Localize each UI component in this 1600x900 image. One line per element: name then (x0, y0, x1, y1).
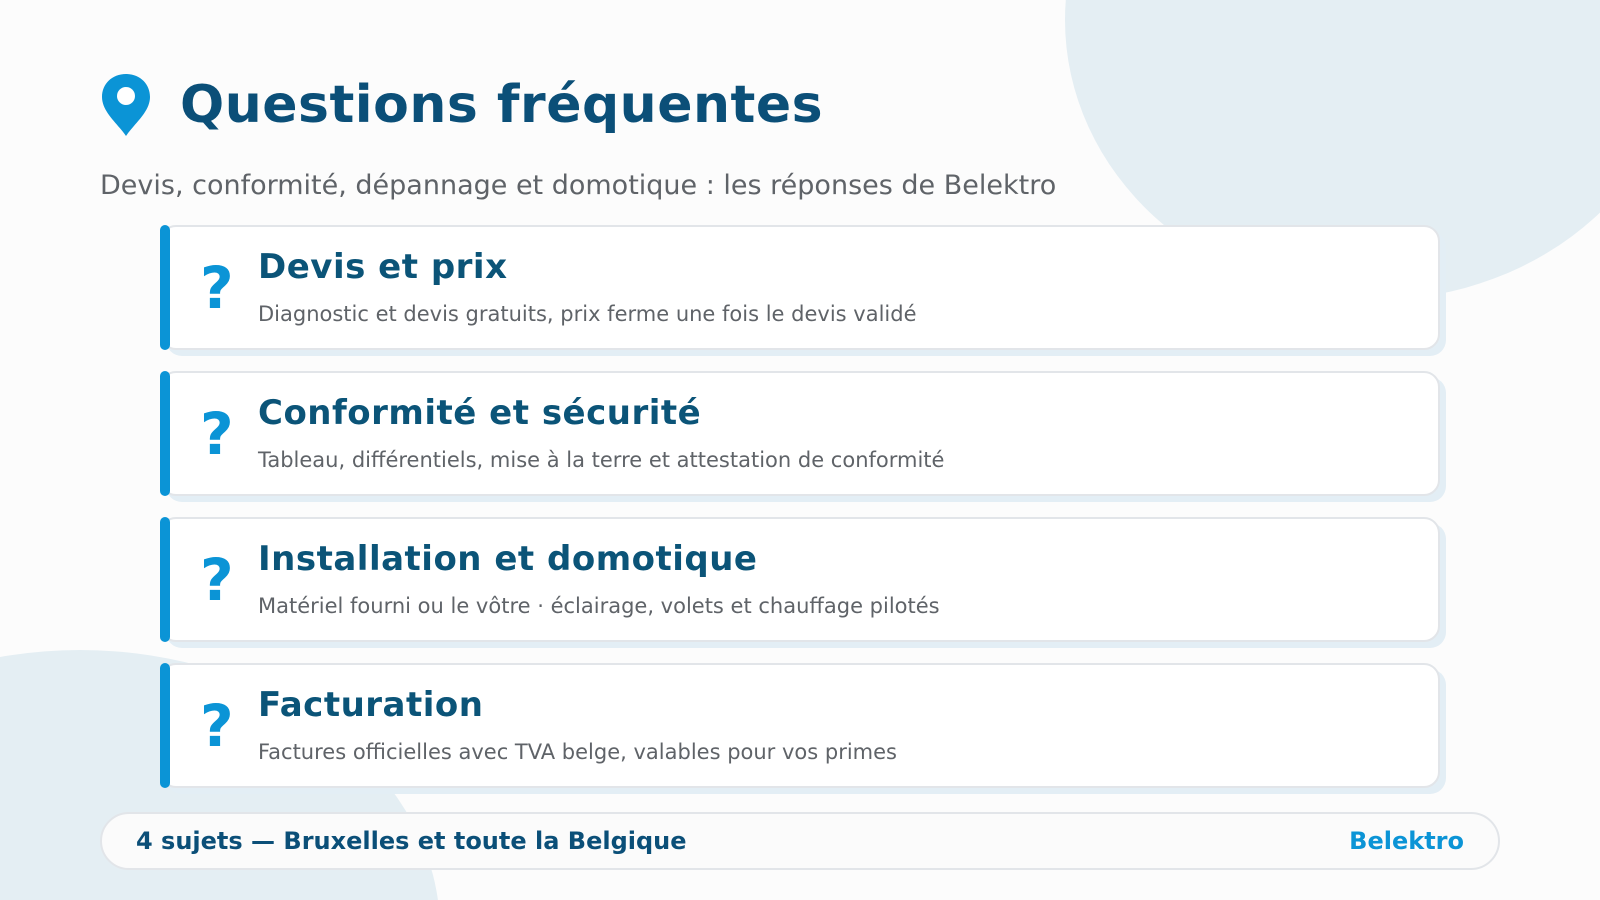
faq-item-title: Conformité et sécurité (258, 393, 702, 433)
footer-summary: 4 sujets — Bruxelles et toute la Belgique (136, 827, 687, 855)
faq-accent-bar (160, 517, 170, 642)
faq-item-description: Diagnostic et devis gratuits, prix ferme une fois le devis validé (258, 302, 917, 326)
brand-name: Belektro (1349, 827, 1464, 855)
question-mark-icon: ? (200, 254, 234, 322)
faq-item-installation[interactable] (160, 517, 1440, 642)
faq-accent-bar (160, 371, 170, 496)
faq-item-description: Factures officielles avec TVA belge, valables pour vos primes (258, 740, 897, 764)
faq-item-facturation[interactable] (160, 663, 1440, 788)
faq-item-devis[interactable] (160, 225, 1440, 350)
footer-bar (100, 812, 1500, 870)
map-pin-icon (100, 72, 152, 138)
page-title: Questions fréquentes (180, 75, 824, 135)
faq-list (160, 225, 1440, 809)
header (100, 70, 823, 140)
faq-accent-bar (160, 663, 170, 788)
faq-accent-bar (160, 225, 170, 350)
faq-item-description: Matériel fourni ou le vôtre · éclairage, volets et chauffage pilotés (258, 594, 940, 618)
question-mark-icon: ? (200, 546, 234, 614)
faq-item-conformite[interactable] (160, 371, 1440, 496)
faq-item-title: Facturation (258, 685, 484, 725)
question-mark-icon: ? (200, 400, 234, 468)
page-subtitle: Devis, conformité, dépannage et domotique : les réponses de Belektro (100, 170, 1057, 201)
faq-item-title: Installation et domotique (258, 539, 758, 579)
faq-item-title: Devis et prix (258, 247, 508, 287)
question-mark-icon: ? (200, 692, 234, 760)
faq-item-description: Tableau, différentiels, mise à la terre et attestation de conformité (258, 448, 945, 472)
